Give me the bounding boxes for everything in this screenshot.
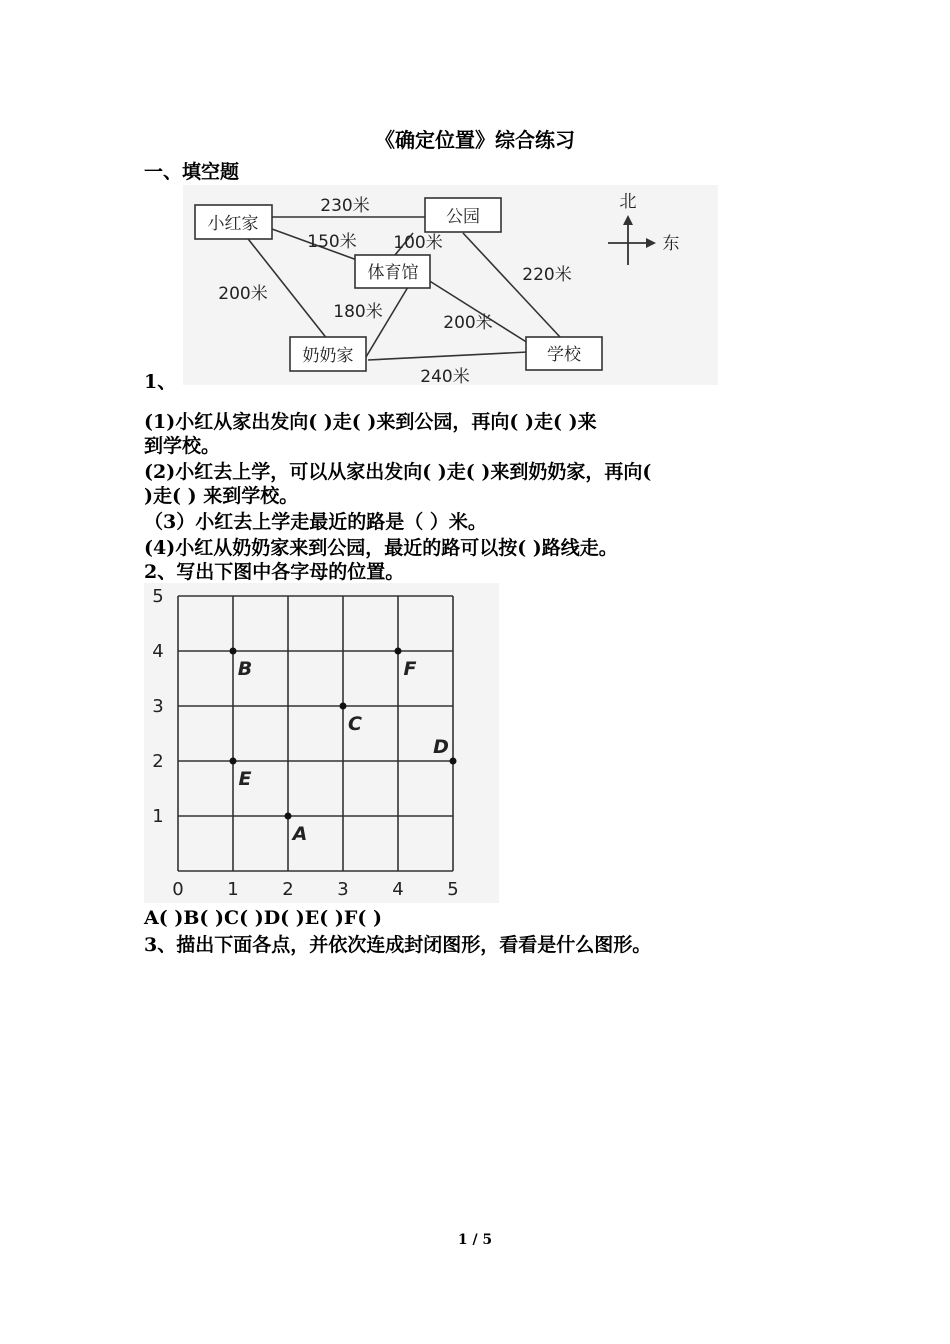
distance-gym-park: 100米: [393, 233, 443, 253]
question-1-part-4: (4)小红从奶奶家来到公园，最近的路可以按( )路线走。: [144, 537, 618, 559]
y-tick-label: 1: [152, 806, 164, 827]
question-1-part-1: (1)小红从家出发向( )走( )来到公园，再向( )走( )来: [144, 411, 597, 433]
distance-grandma-school: 240米: [420, 367, 470, 385]
distance-park-school: 220米: [522, 265, 572, 285]
distance-gym-school: 200米: [443, 313, 493, 333]
point-e: [230, 758, 237, 765]
place-grandma-label: 奶奶家: [302, 346, 354, 366]
compass-icon: [608, 192, 680, 265]
point-d: [450, 758, 457, 765]
location-map: [183, 185, 718, 385]
y-tick-label: 4: [152, 641, 164, 662]
question-1-part-1-cont: 到学校。: [144, 435, 221, 457]
point-label-f: F: [403, 658, 417, 680]
x-tick-label: 2: [282, 879, 294, 900]
coordinate-grid-figure: [144, 583, 499, 903]
distance-home-grandma: 200米: [218, 284, 268, 304]
point-label-e: E: [238, 768, 252, 790]
location-map-figure: [183, 185, 718, 385]
point-label-d: D: [433, 736, 449, 758]
section-heading: 一、填空题: [144, 161, 240, 183]
x-tick-label: 5: [447, 879, 459, 900]
question-1-part-2-cont: )走( ) 来到学校。: [144, 485, 299, 507]
point-label-b: B: [237, 658, 253, 680]
place-gym-label: 体育馆: [367, 263, 419, 283]
road-grandma-school: [368, 352, 528, 360]
question-1-part-3: （3）小红去上学走最近的路是（ ）米。: [144, 511, 487, 533]
compass-north-label: 北: [619, 192, 637, 212]
question-3-label: 3、描出下面各点，并依次连成封闭图形，看看是什么图形。: [144, 934, 652, 956]
point-label-a: A: [292, 823, 308, 845]
y-tick-label: 2: [152, 751, 164, 772]
y-tick-label: 5: [152, 586, 164, 607]
x-tick-label: 4: [392, 879, 404, 900]
y-tick-label: 3: [152, 696, 164, 717]
question-2-label: 2、写出下图中各字母的位置。: [144, 561, 405, 583]
place-park-label: 公园: [446, 207, 480, 227]
page-number: 1 / 5: [457, 1232, 493, 1248]
road-gym-school: [428, 280, 528, 343]
point-a: [285, 813, 292, 820]
question-1-part-2: (2)小红去上学，可以从家出发向( )走( )来到奶奶家，再向(: [144, 461, 652, 483]
distance-gym-grandma: 180米: [333, 302, 383, 322]
road-gym-grandma: [366, 287, 408, 357]
distance-home-gym: 150米: [307, 232, 357, 252]
x-tick-label: 3: [337, 879, 349, 900]
point-b: [230, 648, 237, 655]
point-label-c: C: [348, 713, 362, 735]
point-f: [395, 648, 402, 655]
place-home-label: 小红家: [207, 214, 259, 234]
coordinate-grid: [144, 583, 499, 903]
question-1-label: 1、: [144, 371, 177, 393]
x-tick-label: 0: [172, 879, 184, 900]
x-tick-label: 1: [227, 879, 239, 900]
place-school-label: 学校: [547, 345, 581, 365]
point-c: [340, 703, 347, 710]
page-title: 《确定位置》综合练习: [375, 128, 575, 152]
question-2-answer-line: A( )B( )C( )D( )E( )F( ): [144, 907, 382, 929]
compass-east-label: 东: [662, 234, 680, 254]
distance-home-park: 230米: [320, 196, 370, 216]
